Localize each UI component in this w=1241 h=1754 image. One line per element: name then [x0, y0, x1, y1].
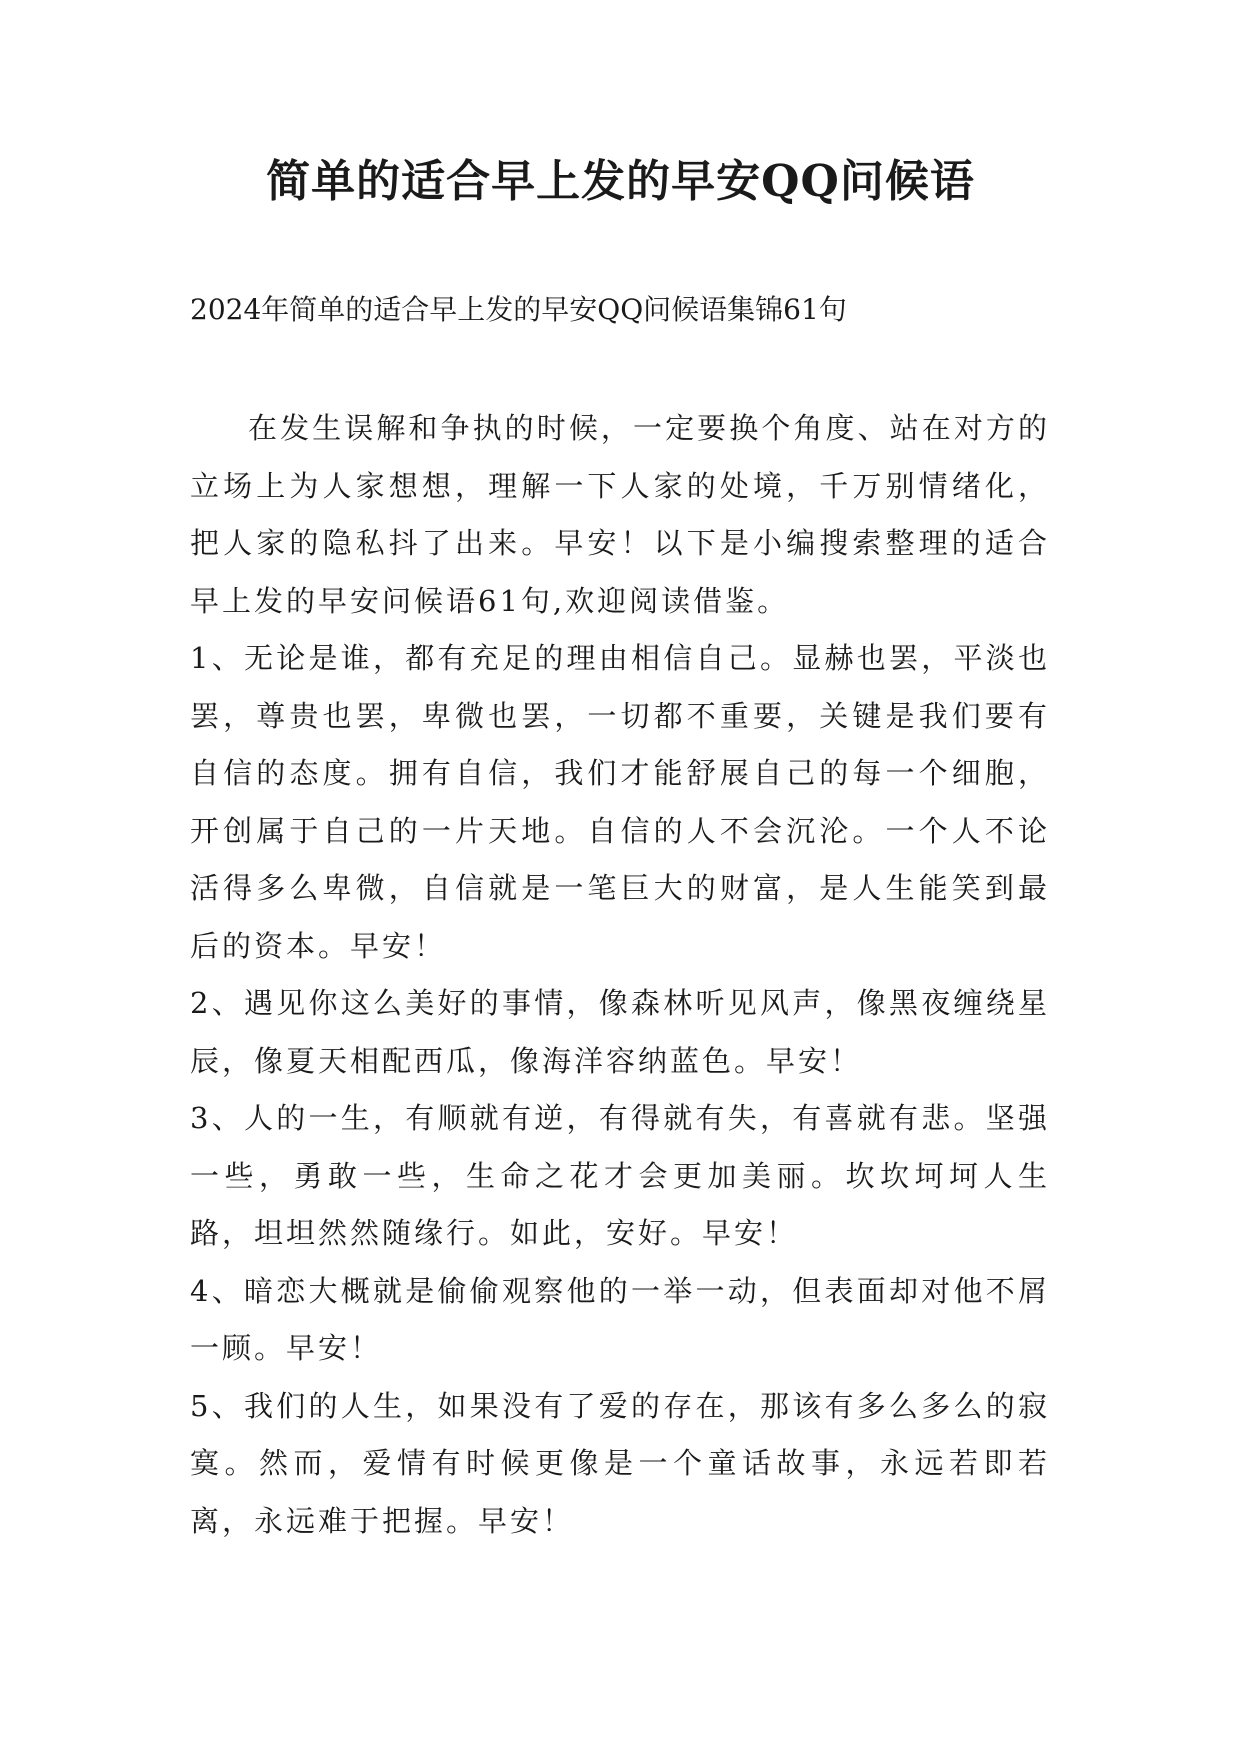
- list-item: 3、人的一生，有顺就有逆，有得就有失，有喜就有悲。坚强一些，勇敢一些，生命之花才会更加美丽。坎坎坷坷人生路，坦坦然然随缘行。如此，安好。早安！: [190, 1101, 1050, 1250]
- document-body: [190, 400, 1050, 1550]
- list-item: 4、暗恋大概就是偷偷观察他的一举一动，但表面却对他不屑一顾。早安！: [190, 1273, 1050, 1365]
- list-item: 2、遇见你这么美好的事情，像森林听见风声，像黑夜缠绕星辰，像夏天相配西瓜，像海洋容纳蓝色。早安！: [190, 986, 1050, 1078]
- intro-paragraph: 在发生误解和争执的时候，一定要换个角度、站在对方的立场上为人家想想，理解一下人家的处境，千万别情绪化，把人家的隐私抖了出来。早安！以下是小编搜索整理的适合早上发的早安问候语61句,欢迎阅读借鉴。: [190, 411, 1050, 618]
- page-title: 简单的适合早上发的早安QQ问候语: [266, 156, 975, 207]
- list-item: 1、无论是谁，都有充足的理由相信自己。显赫也罢，平淡也罢，尊贵也罢，卑微也罢，一切都不重要，关键是我们要有自信的态度。拥有自信，我们才能舒展自己的每一个细胞，开创属于自己的一片天地。自信的人不会沉沦。一个人不论活得多么卑微，自信就是一笔巨大的财富，是人生能笑到最后的资本。早安！: [190, 641, 1050, 963]
- list-item: 5、我们的人生，如果没有了爱的存在，那该有多么多么的寂寞。然而，爱情有时候更像是一个童话故事，永远若即若离，永远难于把握。早安！: [190, 1388, 1050, 1538]
- document-subtitle: 2024年简单的适合早上发的早安QQ问候语集锦61句: [190, 293, 847, 326]
